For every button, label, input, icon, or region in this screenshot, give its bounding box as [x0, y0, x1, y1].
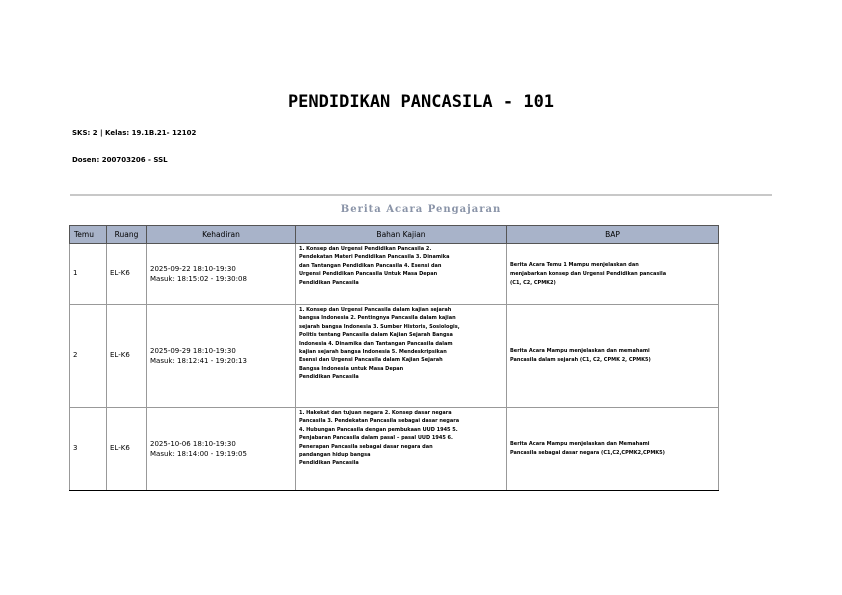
cell-temu: 3: [70, 408, 107, 491]
sks-kelas-info: SKS: 2 | Kelas: 19.1B.21- 12102: [72, 129, 197, 137]
table-row: [70, 244, 719, 305]
cell-bap: Berita Acara Mampu menjelaskan dan memahami Pancasila dalam sejarah (C1, C2, CPMK 2, CPMK5): [507, 305, 719, 408]
cell-bahan-kajian: 1. Hakekat dan tujuan negara 2. Konsep dasar negara Pancasila 3. Pendekatan Pancasila sebagai dasar negara 4. Hubungan Pancasila dengan pembukaan UUD 1945 5. Penjabaran Pancasila dalam pasal – pasal UUD 1945 6. Penerapan Pancasila sebagai dasar negara dan pandangan hidup bangsa Pendidikan Pancasila: [296, 408, 507, 491]
cell-ruang: EL-K6: [107, 244, 147, 305]
bap-table: [69, 225, 719, 491]
header-ruang: Ruang: [107, 226, 147, 244]
header-temu: Temu: [70, 226, 107, 244]
table-header-row: [70, 226, 719, 244]
cell-bahan-kajian: 1. Konsep dan Urgensi Pendidikan Pancasila 2. Pendekatan Materi Pendidikan Pancasila 3. Dinamika dan Tantangan Pendidikan Pancasila 4. Esensi dan Urgensi Pendidikan Pancasila Untuk Masa Depan Pendidikan Pancasila: [296, 244, 507, 305]
cell-temu: 1: [70, 244, 107, 305]
header-bap: BAP: [507, 226, 719, 244]
cell-ruang: EL-K6: [107, 305, 147, 408]
section-title: Berita Acara Pengajaran: [340, 204, 502, 215]
divider: [70, 194, 772, 196]
dosen-info: Dosen: 200703206 - SSL: [72, 156, 168, 164]
cell-kehadiran: 2025-09-22 18:10-19:30 Masuk: 18:15:02 - 19:30:08: [147, 244, 296, 305]
cell-bap: Berita Acara Temu 1 Mampu menjelaskan dan menjabarkan konsep dan Urgensi Pendidikan pancasila (C1, C2, CPMK2): [507, 244, 719, 305]
header-kehadiran: Kehadiran: [147, 226, 296, 244]
cell-kehadiran: 2025-10-06 18:10-19:30 Masuk: 18:14:00 - 19:19:05: [147, 408, 296, 491]
cell-ruang: EL-K6: [107, 408, 147, 491]
cell-bap: Berita Acara Mampu menjelaskan dan Memahami Pancasila sebagai dasar negara (C1,C2,CPMK2,CPMK5): [507, 408, 719, 491]
cell-kehadiran: 2025-09-29 18:10-19:30 Masuk: 18:12:41 - 19:20:13: [147, 305, 296, 408]
cell-temu: 2: [70, 305, 107, 408]
table-row: [70, 408, 719, 491]
cell-bahan-kajian: 1. Konsep dan Urgensi Pancasila dalam kajian sejarah bangsa Indonesia 2. Pentingnya Pancasila dalam kajian sejarah bangsa Indonesia 3. Sumber Historis, Sosiologis, Politis tentang Pancasila dalam Kajian Sejarah Bangsa Indonesia 4. Dinamika dan Tantangan Pancasila dalam kajian sejarah bangsa Indonesia 5. Mendeskripsikan Esensi dan Urgensi Pancasila dalam Kajian Sejarah Bangsa Indonesia untuk Masa Depan Pendidikan Pancasila: [296, 305, 507, 408]
table-row: [70, 305, 719, 408]
page-title: PENDIDIKAN PANCASILA - 101: [287, 92, 555, 112]
header-bahan-kajian: Bahan Kajian: [296, 226, 507, 244]
